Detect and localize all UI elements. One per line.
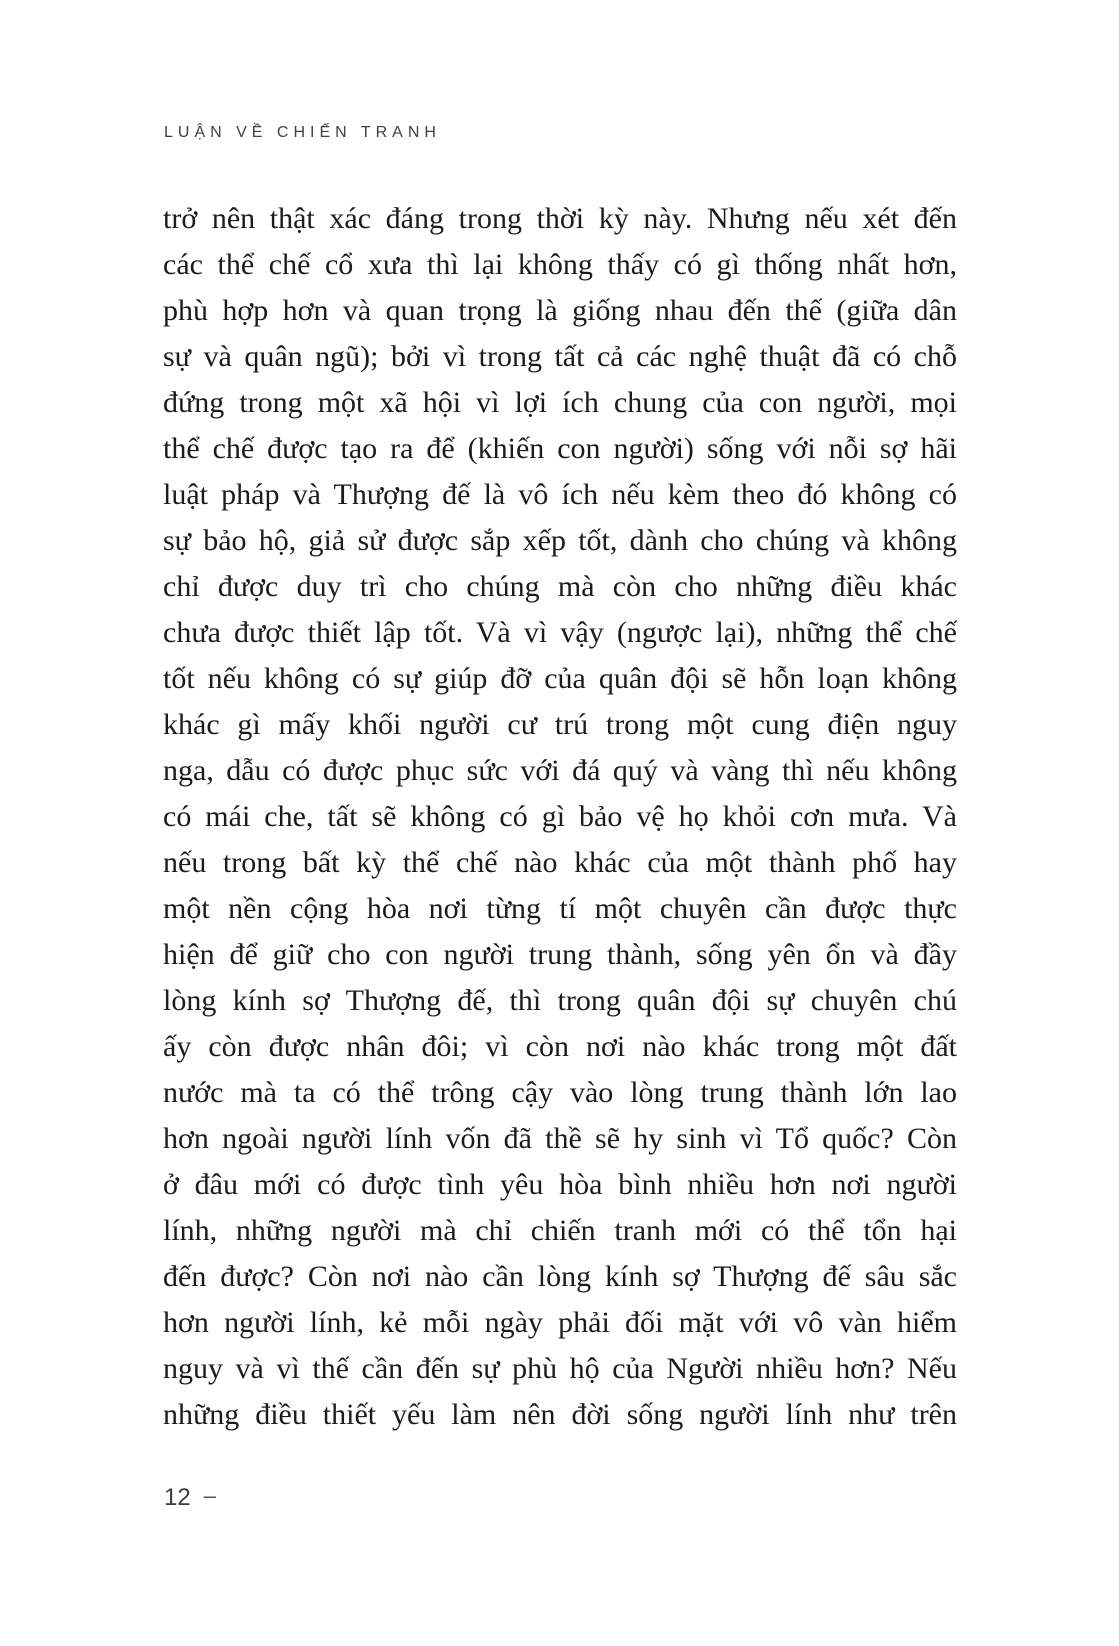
body-line: hiện để giữ cho con người trung thành, sống yên ổn và đầy (163, 938, 957, 971)
body-line: chưa được thiết lập tốt. Và vì vậy (ngược lại), những thể chế (163, 616, 957, 649)
body-line: đứng trong một xã hội vì lợi ích chung của con người, mọi (163, 386, 957, 419)
page-number: 12 (164, 1484, 191, 1511)
body-line: hơn người lính, kẻ mỗi ngày phải đối mặt với vô vàn hiểm (163, 1306, 957, 1339)
body-text (163, 196, 957, 1438)
body-line: có mái che, tất sẽ không có gì bảo vệ họ khỏi cơn mưa. Và (163, 800, 957, 833)
body-line: ấy còn được nhân đôi; vì còn nơi nào khác trong một đất (163, 1030, 957, 1063)
body-line: nga, dẫu có được phục sức với đá quý và vàng thì nếu không (163, 754, 957, 787)
body-line: ở đâu mới có được tình yêu hòa bình nhiều hơn nơi người (163, 1168, 957, 1201)
body-line: lòng kính sợ Thượng đế, thì trong quân đội sự chuyên chú (163, 984, 957, 1017)
body-line: sự và quân ngũ); bởi vì trong tất cả các nghệ thuật đã có chỗ (163, 340, 957, 373)
body-line: chỉ được duy trì cho chúng mà còn cho những điều khác (163, 570, 957, 603)
body-line: tốt nếu không có sự giúp đỡ của quân đội sẽ hỗn loạn không (163, 662, 957, 695)
body-line: sự bảo hộ, giả sử được sắp xếp tốt, dành cho chúng và không (163, 524, 957, 557)
body-line: trở nên thật xác đáng trong thời kỳ này. Nhưng nếu xét đến (163, 202, 957, 235)
body-line: các thể chế cổ xưa thì lại không thấy có gì thống nhất hơn, (163, 248, 957, 281)
running-header: LUẬN VỀ CHIẾN TRANH (164, 124, 441, 141)
footer-dash: – (203, 1483, 216, 1508)
body-line: khác gì mấy khối người cư trú trong một cung điện nguy (163, 708, 957, 741)
page-footer (164, 1484, 216, 1512)
body-line: nước mà ta có thể trông cậy vào lòng trung thành lớn lao (163, 1076, 957, 1109)
body-line: hơn ngoài người lính vốn đã thề sẽ hy sinh vì Tổ quốc? Còn (163, 1122, 957, 1155)
body-line: một nền cộng hòa nơi từng tí một chuyên cần được thực (163, 892, 957, 925)
body-line: đến được? Còn nơi nào cần lòng kính sợ Thượng đế sâu sắc (163, 1260, 957, 1293)
body-line: luật pháp và Thượng đế là vô ích nếu kèm theo đó không có (163, 478, 957, 511)
body-line: những điều thiết yếu làm nên đời sống người lính như trên (163, 1398, 957, 1431)
body-line: phù hợp hơn và quan trọng là giống nhau đến thế (giữa dân (163, 294, 957, 327)
body-line: lính, những người mà chỉ chiến tranh mới có thể tổn hại (163, 1214, 957, 1247)
body-line: nguy và vì thế cần đến sự phù hộ của Người nhiều hơn? Nếu (163, 1352, 957, 1385)
body-line: nếu trong bất kỳ thể chế nào khác của một thành phố hay (163, 846, 957, 879)
body-line: thể chế được tạo ra để (khiến con người) sống với nỗi sợ hãi (163, 432, 957, 465)
